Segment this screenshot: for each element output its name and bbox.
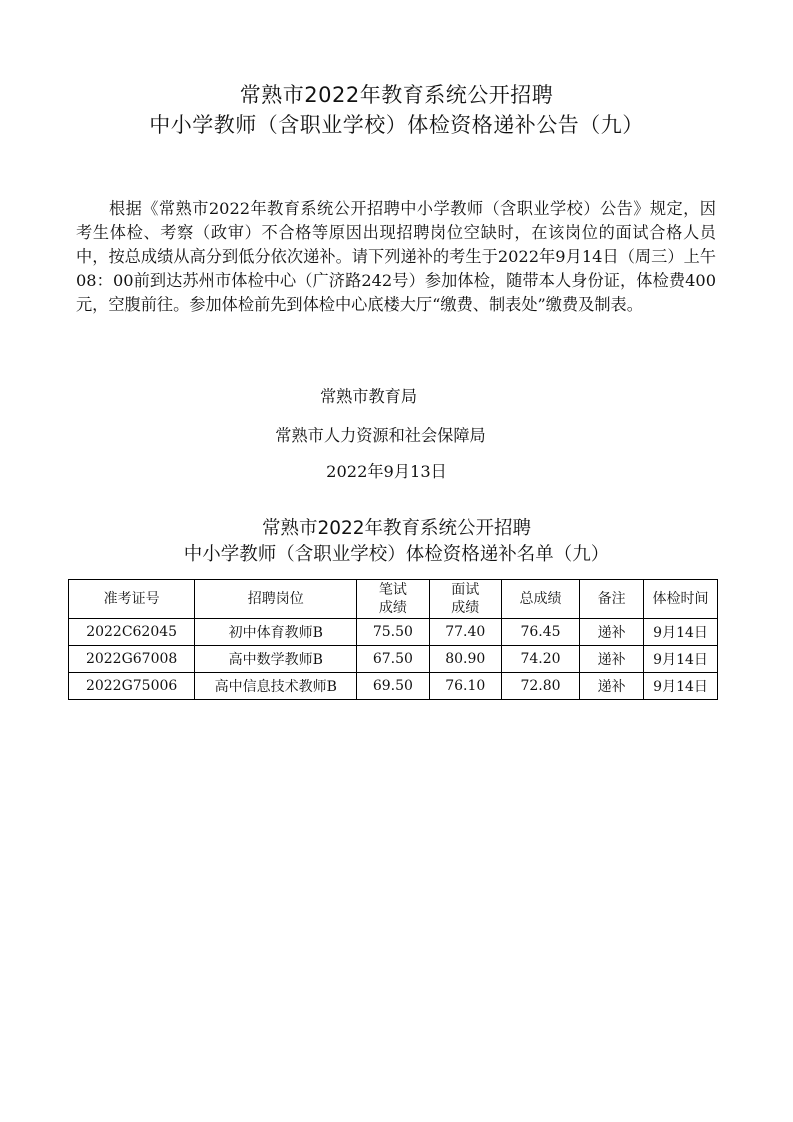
cell-id: 2022G75006	[69, 673, 195, 700]
cell-interview: 76.10	[429, 673, 501, 700]
cell-time: 9月14日	[644, 619, 718, 646]
cell-total: 72.80	[501, 673, 579, 700]
list-title	[0, 516, 793, 568]
cell-id: 2022G67008	[69, 646, 195, 673]
list-title-line1: 常熟市2022年教育系统公开招聘	[261, 518, 532, 539]
table-row	[69, 619, 718, 646]
header-post: 招聘岗位	[195, 580, 357, 619]
notice-title-line2: 中小学教师（含职业学校）体检资格递补公告（九）	[149, 113, 644, 137]
header-written-line1: 笔试	[378, 582, 407, 598]
header-interview-line1: 面试	[451, 582, 480, 598]
header-id: 准考证号	[69, 580, 195, 619]
cell-note: 递补	[580, 646, 644, 673]
cell-written: 67.50	[357, 646, 429, 673]
notice-paragraph: 根据《常熟市2022年教育系统公开招聘中小学教师（含职业学校）公告》规定，因考生体检、考察（政审）不合格等原因出现招聘岗位空缺时，在该岗位的面试合格人员中，按总成绩从高分到低分依次递补。请下列递补的考生于2022年9月14日（周三）上午08：00前到达苏州市体检中心（广济路242号）参加体检，随带本人身份证，体检费400元，空腹前往。参加体检前先到体检中心底楼大厅“缴费、制表处”缴费及制表。	[76, 199, 716, 314]
header-total: 总成绩	[501, 580, 579, 619]
header-interview-line2: 成绩	[451, 600, 480, 616]
cell-total: 74.20	[501, 646, 579, 673]
issuer-hr-bureau: 常熟市人力资源和社会保障局	[275, 426, 486, 445]
cell-post: 高中信息技术教师B	[195, 673, 357, 700]
cell-interview: 80.90	[429, 646, 501, 673]
cell-written: 69.50	[357, 673, 429, 700]
notice-title	[0, 80, 793, 140]
notice-date: 2022年9月13日	[326, 462, 447, 481]
cell-written: 75.50	[357, 619, 429, 646]
header-written-line2: 成绩	[378, 600, 407, 616]
cell-total: 76.45	[501, 619, 579, 646]
table-header-row	[69, 580, 718, 619]
candidate-table	[68, 579, 718, 700]
list-title-line2: 中小学教师（含职业学校）体检资格递补名单（九）	[183, 544, 610, 565]
cell-post: 初中体育教师B	[195, 619, 357, 646]
table-row	[69, 646, 718, 673]
table-row	[69, 673, 718, 700]
cell-time: 9月14日	[644, 673, 718, 700]
header-note: 备注	[580, 580, 644, 619]
cell-note: 递补	[580, 619, 644, 646]
cell-id: 2022C62045	[69, 619, 195, 646]
issuer-education-bureau: 常熟市教育局	[319, 387, 418, 406]
notice-title-line1: 常熟市2022年教育系统公开招聘	[239, 83, 554, 107]
cell-time: 9月14日	[644, 646, 718, 673]
header-written	[357, 580, 429, 619]
cell-post: 高中数学教师B	[195, 646, 357, 673]
notice-body	[76, 197, 716, 317]
header-time: 体检时间	[644, 580, 718, 619]
cell-interview: 77.40	[429, 619, 501, 646]
header-interview	[429, 580, 501, 619]
cell-note: 递补	[580, 673, 644, 700]
